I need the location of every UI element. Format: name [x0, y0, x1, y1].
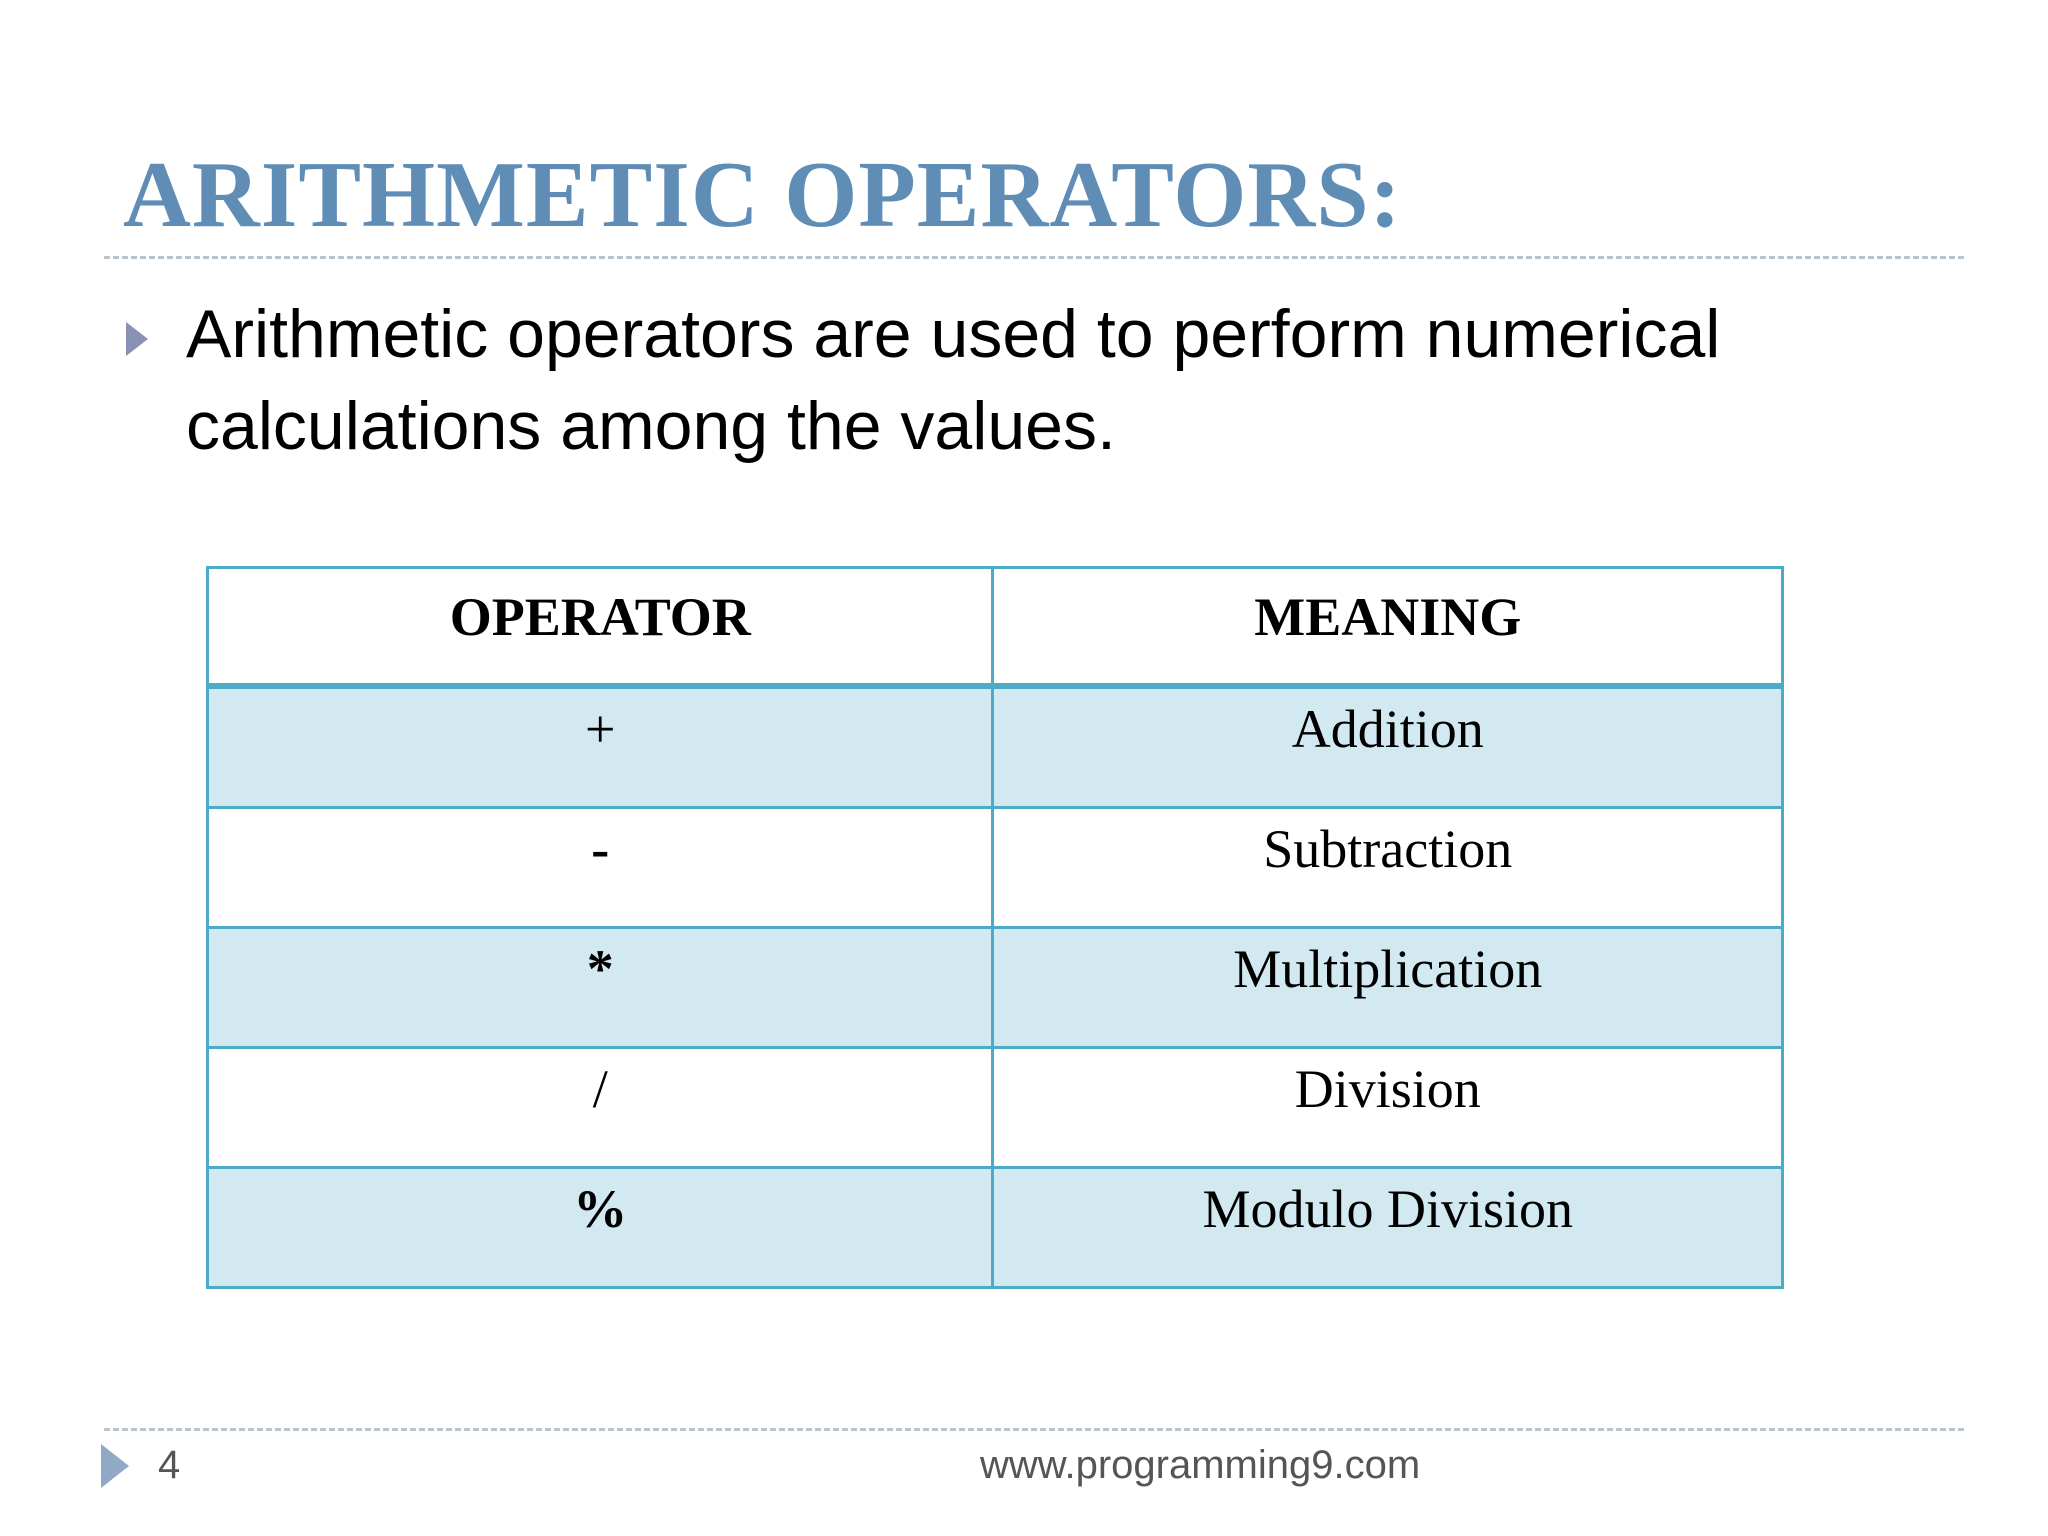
meaning-cell: Multiplication: [993, 928, 1783, 1048]
header-operator: OPERATOR: [208, 568, 993, 687]
table-row: [208, 686, 1783, 808]
triangle-right-icon: [101, 1444, 129, 1488]
table-header-row: [208, 568, 1783, 687]
operator-cell: *: [208, 928, 993, 1048]
operators-table: [206, 566, 1784, 1289]
table-row: [208, 1048, 1783, 1168]
title-divider: [104, 256, 1964, 259]
meaning-cell: Modulo Division: [993, 1168, 1783, 1288]
slide-title: ARITHMETIC OPERATORS:: [123, 143, 1402, 247]
table-row: [208, 808, 1783, 928]
meaning-cell: Subtraction: [993, 808, 1783, 928]
triangle-right-icon: [126, 322, 148, 356]
header-meaning: MEANING: [993, 568, 1783, 687]
operator-cell: -: [208, 808, 993, 928]
footer-divider: [104, 1428, 1964, 1431]
meaning-cell: Addition: [993, 686, 1783, 808]
bullet-text: Arithmetic operators are used to perform numerical calculations among the values.: [186, 296, 1721, 464]
footer-url: www.programming9.com: [980, 1443, 1421, 1487]
page-number: 4: [158, 1443, 181, 1487]
meaning-cell: Division: [993, 1048, 1783, 1168]
operator-cell: /: [208, 1048, 993, 1168]
operator-cell: +: [208, 686, 993, 808]
table-row: [208, 928, 1783, 1048]
operator-cell: %: [208, 1168, 993, 1288]
table-row: [208, 1168, 1783, 1288]
